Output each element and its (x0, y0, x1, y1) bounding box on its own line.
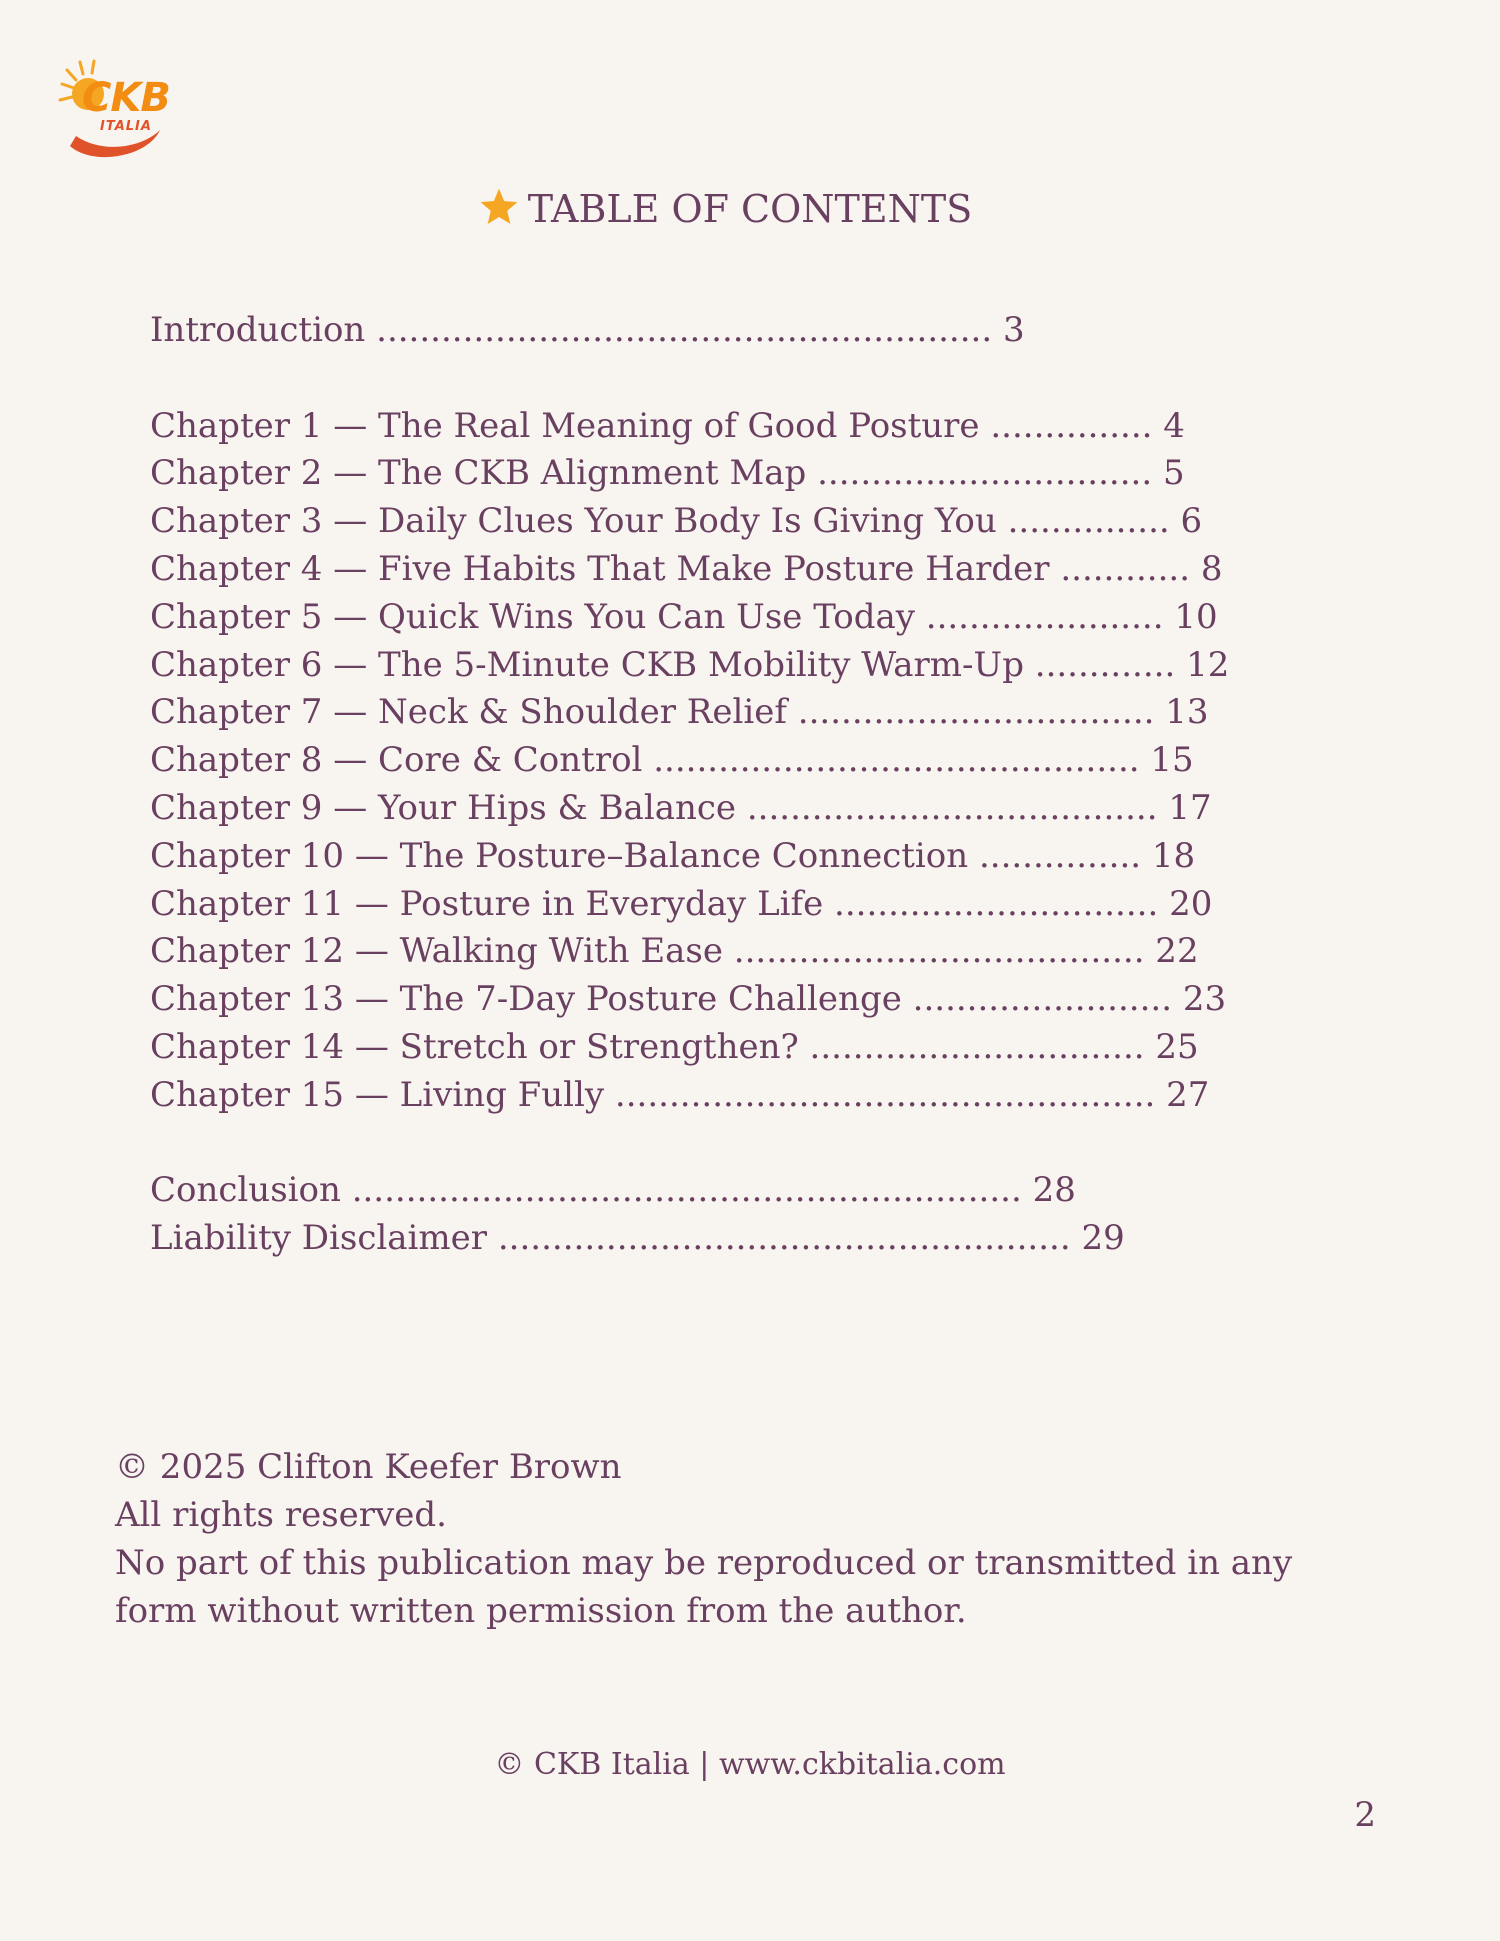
toc-entry-chapter-3[interactable]: Chapter 3 — Daily Clues Your Body Is Giving You ............... 6 (150, 501, 1203, 542)
reproduction-line: No part of this publication may be reproduced or transmitted in any (115, 1543, 1293, 1583)
page-title (0, 184, 1450, 234)
rights-line: All rights reserved. (115, 1495, 447, 1535)
toc-entry-conclusion[interactable]: Conclusion .............................................................. 28 (150, 1170, 1076, 1211)
toc-entry-chapter-11[interactable]: Chapter 11 — Posture in Everyday Life .............................. 20 (150, 883, 1213, 924)
permission-line: form without written permission from the author. (115, 1591, 967, 1631)
copyright-notice (115, 1443, 1315, 1635)
toc-entry-chapter-14[interactable]: Chapter 14 — Stretch or Strengthen? ............................... 25 (150, 1026, 1199, 1067)
toc-entry-disclaimer[interactable]: Liability Disclaimer ..................................................... 29 (150, 1218, 1125, 1259)
toc-entry-introduction[interactable]: Introduction ......................................................... 3 (150, 310, 1025, 350)
footer-text: © CKB Italia | www.ckbitalia.com (494, 1747, 1006, 1782)
toc-entry-chapter-6[interactable]: Chapter 6 — The 5-Minute CKB Mobility Warm-Up ............. 12 (150, 644, 1230, 685)
toc-spacer (150, 355, 1229, 403)
toc-entry-chapter-12[interactable]: Chapter 12 — Walking With Ease ...................................... 22 (150, 931, 1199, 972)
toc-entry-chapter-9[interactable]: Chapter 9 — Your Hips & Balance ...................................... 17 (150, 787, 1212, 828)
page-number: 2 (1354, 1795, 1376, 1835)
toc-spacer (150, 1120, 1229, 1168)
logo-sub-text: ITALIA (100, 119, 152, 134)
ckb-italia-logo (52, 58, 182, 162)
footer (0, 1745, 1500, 1785)
toc-entry-chapter-13[interactable]: Chapter 13 — The 7-Day Posture Challenge ........................ 23 (150, 979, 1227, 1020)
table-of-contents (150, 307, 1229, 1263)
toc-entry-chapter-1[interactable]: Chapter 1 — The Real Meaning of Good Posture ............... 4 (150, 405, 1185, 446)
toc-entry-chapter-2[interactable]: Chapter 2 — The CKB Alignment Map ............................... 5 (150, 453, 1185, 494)
title-text: TABLE OF CONTENTS (527, 187, 973, 231)
star-icon (478, 186, 520, 228)
toc-entry-chapter-15[interactable]: Chapter 15 — Living Fully .................................................. 27 (150, 1074, 1210, 1115)
logo-brand-text: CKB (82, 75, 170, 121)
copyright-line: © 2025 Clifton Keefer Brown (115, 1447, 622, 1487)
toc-entry-chapter-7[interactable]: Chapter 7 — Neck & Shoulder Relief ................................. 13 (150, 692, 1209, 733)
toc-entry-chapter-4[interactable]: Chapter 4 — Five Habits That Make Posture Harder ............ 8 (150, 548, 1223, 589)
toc-entry-chapter-8[interactable]: Chapter 8 — Core & Control ............................................. 15 (150, 740, 1194, 781)
toc-entry-chapter-10[interactable]: Chapter 10 — The Posture–Balance Connection ............... 18 (150, 835, 1196, 876)
toc-entry-chapter-5[interactable]: Chapter 5 — Quick Wins You Can Use Today ...................... 10 (150, 596, 1218, 637)
